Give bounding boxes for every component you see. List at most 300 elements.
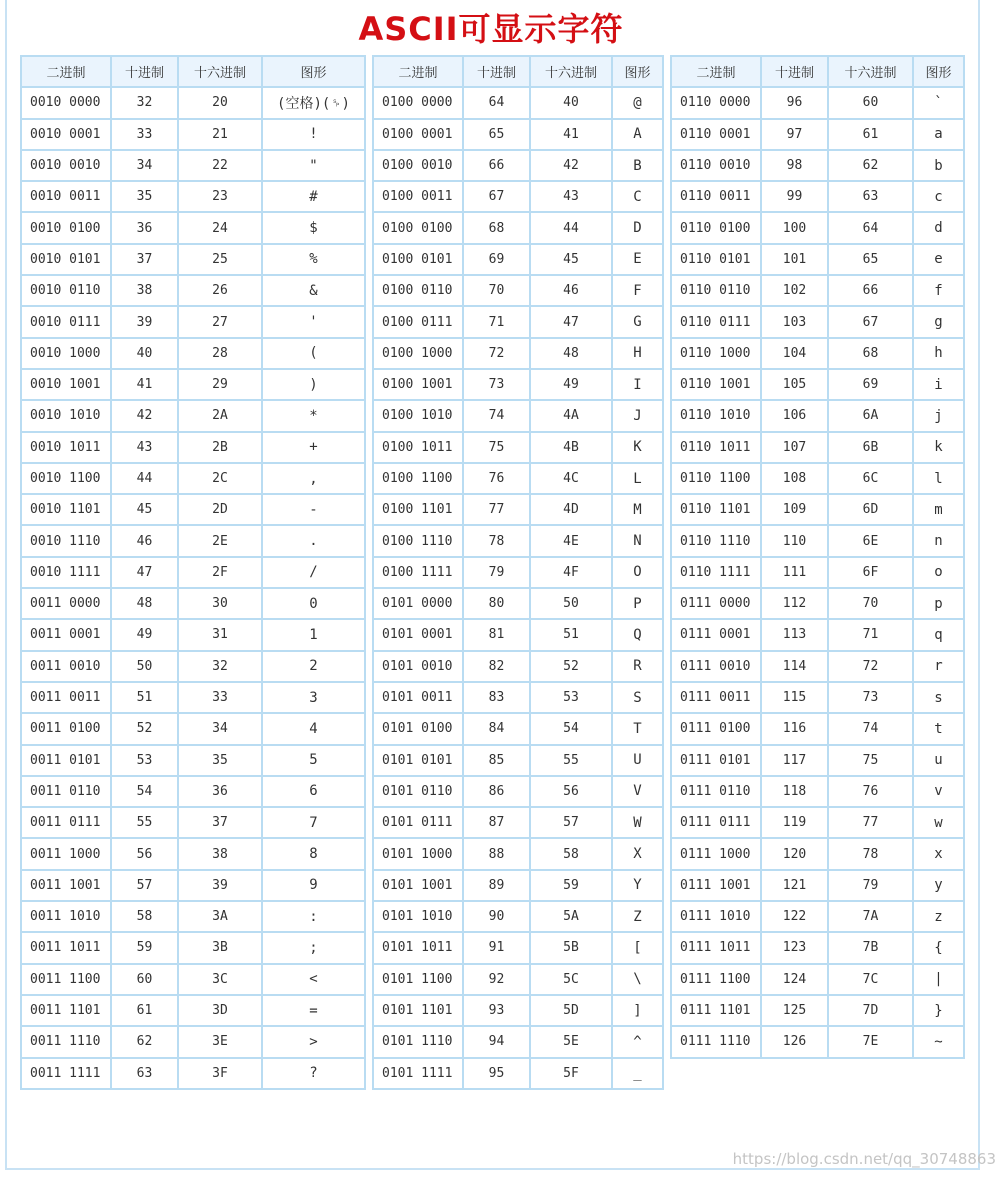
decimal-cell: 97 [761, 119, 828, 150]
hex-cell: 49 [530, 369, 612, 400]
glyph-cell: o [913, 557, 964, 588]
glyph-cell: A [612, 119, 663, 150]
decimal-cell: 86 [463, 776, 530, 807]
decimal-cell: 48 [111, 588, 178, 619]
binary-cell: 0010 1011 [21, 432, 111, 463]
binary-cell: 0010 0011 [21, 181, 111, 212]
glyph-cell: = [262, 995, 365, 1026]
hex-cell: 52 [530, 651, 612, 682]
decimal-cell: 80 [463, 588, 530, 619]
hex-cell: 2C [178, 463, 262, 494]
glyph-cell: ? [262, 1058, 365, 1089]
binary-cell: 0110 1110 [671, 525, 761, 556]
table-row [21, 619, 365, 650]
decimal-cell: 37 [111, 244, 178, 275]
decimal-cell: 43 [111, 432, 178, 463]
table-row [373, 119, 663, 150]
glyph-cell: E [612, 244, 663, 275]
table-row [373, 244, 663, 275]
table-row [21, 901, 365, 932]
table-row [21, 776, 365, 807]
glyph-cell: r [913, 651, 964, 682]
decimal-cell: 77 [463, 494, 530, 525]
header-hex: 十六进制 [530, 56, 612, 87]
binary-cell: 0110 0110 [671, 275, 761, 306]
hex-cell: 33 [178, 682, 262, 713]
hex-cell: 5E [530, 1026, 612, 1057]
watermark: https://blog.csdn.net/qq_30748863 [732, 1150, 996, 1168]
decimal-cell: 62 [111, 1026, 178, 1057]
binary-cell: 0100 1101 [373, 494, 463, 525]
table-header-row [671, 56, 964, 87]
glyph-cell: ' [262, 306, 365, 337]
decimal-cell: 88 [463, 838, 530, 869]
glyph-cell: d [913, 212, 964, 243]
decimal-cell: 73 [463, 369, 530, 400]
decimal-cell: 110 [761, 525, 828, 556]
binary-cell: 0100 0111 [373, 306, 463, 337]
binary-cell: 0101 0000 [373, 588, 463, 619]
hex-cell: 5F [530, 1058, 612, 1089]
binary-cell: 0100 0010 [373, 150, 463, 181]
table-row [21, 682, 365, 713]
decimal-cell: 38 [111, 275, 178, 306]
decimal-cell: 41 [111, 369, 178, 400]
hex-cell: 5A [530, 901, 612, 932]
glyph-cell: [ [612, 932, 663, 963]
table-row [671, 432, 964, 463]
table-row [21, 1058, 365, 1089]
glyph-cell: H [612, 338, 663, 369]
glyph-cell: " [262, 150, 365, 181]
ascii-table-2 [372, 55, 664, 1090]
glyph-cell: 5 [262, 745, 365, 776]
glyph-cell: 8 [262, 838, 365, 869]
binary-cell: 0101 1011 [373, 932, 463, 963]
glyph-cell: | [913, 964, 964, 995]
table-row [373, 494, 663, 525]
binary-cell: 0111 1100 [671, 964, 761, 995]
hex-cell: 51 [530, 619, 612, 650]
glyph-cell: N [612, 525, 663, 556]
hex-cell: 4A [530, 400, 612, 431]
decimal-cell: 108 [761, 463, 828, 494]
table-row [373, 432, 663, 463]
header-binary: 二进制 [21, 56, 111, 87]
table-row [671, 619, 964, 650]
hex-cell: 2A [178, 400, 262, 431]
hex-cell: 63 [828, 181, 913, 212]
binary-cell: 0010 0001 [21, 119, 111, 150]
header-hex: 十六进制 [178, 56, 262, 87]
binary-cell: 0101 0101 [373, 745, 463, 776]
glyph-cell: s [913, 682, 964, 713]
glyph-cell: - [262, 494, 365, 525]
binary-cell: 0101 1110 [373, 1026, 463, 1057]
table-row [21, 463, 365, 494]
hex-cell: 27 [178, 306, 262, 337]
binary-cell: 0011 1110 [21, 1026, 111, 1057]
decimal-cell: 56 [111, 838, 178, 869]
glyph-cell: 4 [262, 713, 365, 744]
hex-cell: 4B [530, 432, 612, 463]
glyph-cell: 9 [262, 870, 365, 901]
table-row [21, 244, 365, 275]
hex-cell: 23 [178, 181, 262, 212]
hex-cell: 3D [178, 995, 262, 1026]
binary-cell: 0010 0101 [21, 244, 111, 275]
table-row [21, 745, 365, 776]
glyph-cell: T [612, 713, 663, 744]
table-row [373, 682, 663, 713]
hex-cell: 73 [828, 682, 913, 713]
glyph-cell: { [913, 932, 964, 963]
glyph-cell: p [913, 588, 964, 619]
binary-cell: 0111 0110 [671, 776, 761, 807]
glyph-cell: (空格)(␠) [262, 87, 365, 118]
table-row [671, 244, 964, 275]
table-row [671, 807, 964, 838]
table-row [671, 181, 964, 212]
binary-cell: 0111 1000 [671, 838, 761, 869]
hex-cell: 55 [530, 745, 612, 776]
hex-cell: 7E [828, 1026, 913, 1057]
glyph-cell: 2 [262, 651, 365, 682]
table-row [373, 995, 663, 1026]
table-row [373, 588, 663, 619]
hex-cell: 68 [828, 338, 913, 369]
header-binary: 二进制 [671, 56, 761, 87]
glyph-cell: U [612, 745, 663, 776]
table-row [671, 369, 964, 400]
decimal-cell: 59 [111, 932, 178, 963]
binary-cell: 0101 0100 [373, 713, 463, 744]
glyph-cell: w [913, 807, 964, 838]
glyph-cell: : [262, 901, 365, 932]
hex-cell: 5B [530, 932, 612, 963]
table-row [21, 119, 365, 150]
hex-cell: 65 [828, 244, 913, 275]
decimal-cell: 100 [761, 212, 828, 243]
binary-cell: 0011 1000 [21, 838, 111, 869]
table-row [373, 870, 663, 901]
binary-cell: 0101 1010 [373, 901, 463, 932]
decimal-cell: 61 [111, 995, 178, 1026]
table-header-row [21, 56, 365, 87]
table-row [21, 338, 365, 369]
table-row [671, 150, 964, 181]
glyph-cell: K [612, 432, 663, 463]
binary-cell: 0010 0010 [21, 150, 111, 181]
decimal-cell: 78 [463, 525, 530, 556]
binary-cell: 0010 0111 [21, 306, 111, 337]
glyph-cell: L [612, 463, 663, 494]
table-row [373, 525, 663, 556]
decimal-cell: 82 [463, 651, 530, 682]
binary-cell: 0110 1010 [671, 400, 761, 431]
decimal-cell: 83 [463, 682, 530, 713]
hex-cell: 76 [828, 776, 913, 807]
binary-cell: 0110 1011 [671, 432, 761, 463]
decimal-cell: 35 [111, 181, 178, 212]
table-row [373, 463, 663, 494]
glyph-cell: C [612, 181, 663, 212]
hex-cell: 6C [828, 463, 913, 494]
decimal-cell: 115 [761, 682, 828, 713]
decimal-cell: 109 [761, 494, 828, 525]
decimal-cell: 84 [463, 713, 530, 744]
table-row [373, 1058, 663, 1089]
hex-cell: 71 [828, 619, 913, 650]
table-row [671, 338, 964, 369]
hex-cell: 6F [828, 557, 913, 588]
decimal-cell: 53 [111, 745, 178, 776]
decimal-cell: 40 [111, 338, 178, 369]
binary-cell: 0011 0111 [21, 807, 111, 838]
page-title: ASCII可显示字符 [358, 10, 624, 48]
binary-cell: 0010 1000 [21, 338, 111, 369]
binary-cell: 0110 1101 [671, 494, 761, 525]
glyph-cell: $ [262, 212, 365, 243]
glyph-cell: Y [612, 870, 663, 901]
decimal-cell: 42 [111, 400, 178, 431]
decimal-cell: 124 [761, 964, 828, 995]
decimal-cell: 96 [761, 87, 828, 118]
binary-cell: 0011 1101 [21, 995, 111, 1026]
hex-cell: 28 [178, 338, 262, 369]
table-row [373, 212, 663, 243]
glyph-cell: Z [612, 901, 663, 932]
glyph-cell: ~ [913, 1026, 964, 1057]
decimal-cell: 57 [111, 870, 178, 901]
table-row [373, 619, 663, 650]
hex-cell: 42 [530, 150, 612, 181]
decimal-cell: 34 [111, 150, 178, 181]
glyph-cell: G [612, 306, 663, 337]
table-row [373, 181, 663, 212]
binary-cell: 0101 0111 [373, 807, 463, 838]
table-row [671, 557, 964, 588]
binary-cell: 0100 1110 [373, 525, 463, 556]
decimal-cell: 98 [761, 150, 828, 181]
hex-cell: 75 [828, 745, 913, 776]
decimal-cell: 117 [761, 745, 828, 776]
table-row [21, 525, 365, 556]
header-glyph: 图形 [612, 56, 663, 87]
hex-cell: 39 [178, 870, 262, 901]
hex-cell: 78 [828, 838, 913, 869]
binary-cell: 0100 0001 [373, 119, 463, 150]
binary-cell: 0101 1100 [373, 964, 463, 995]
binary-cell: 0111 0000 [671, 588, 761, 619]
table-row [21, 494, 365, 525]
glyph-cell: ^ [612, 1026, 663, 1057]
decimal-cell: 126 [761, 1026, 828, 1057]
decimal-cell: 107 [761, 432, 828, 463]
decimal-cell: 47 [111, 557, 178, 588]
decimal-cell: 51 [111, 682, 178, 713]
hex-cell: 29 [178, 369, 262, 400]
table-row [21, 870, 365, 901]
decimal-cell: 66 [463, 150, 530, 181]
binary-cell: 0010 0110 [21, 275, 111, 306]
hex-cell: 24 [178, 212, 262, 243]
binary-cell: 0011 1100 [21, 964, 111, 995]
table-row [373, 776, 663, 807]
hex-cell: 5D [530, 995, 612, 1026]
hex-cell: 25 [178, 244, 262, 275]
glyph-cell: 7 [262, 807, 365, 838]
hex-cell: 61 [828, 119, 913, 150]
hex-cell: 46 [530, 275, 612, 306]
decimal-cell: 72 [463, 338, 530, 369]
hex-cell: 2D [178, 494, 262, 525]
decimal-cell: 39 [111, 306, 178, 337]
table-row [21, 1026, 365, 1057]
binary-cell: 0101 1001 [373, 870, 463, 901]
decimal-cell: 94 [463, 1026, 530, 1057]
decimal-cell: 64 [463, 87, 530, 118]
table-row [373, 557, 663, 588]
binary-cell: 0111 0100 [671, 713, 761, 744]
table-row [21, 275, 365, 306]
decimal-cell: 65 [463, 119, 530, 150]
hex-cell: 67 [828, 306, 913, 337]
table-row [671, 588, 964, 619]
glyph-cell: ( [262, 338, 365, 369]
table-row [671, 1026, 964, 1057]
table-row [373, 1026, 663, 1057]
hex-cell: 7A [828, 901, 913, 932]
glyph-cell: # [262, 181, 365, 212]
table-row [21, 651, 365, 682]
hex-cell: 2B [178, 432, 262, 463]
table-row [671, 275, 964, 306]
table-row [373, 932, 663, 963]
hex-cell: 44 [530, 212, 612, 243]
binary-cell: 0011 0000 [21, 588, 111, 619]
binary-cell: 0110 0001 [671, 119, 761, 150]
glyph-cell: W [612, 807, 663, 838]
hex-cell: 22 [178, 150, 262, 181]
binary-cell: 0101 0010 [373, 651, 463, 682]
binary-cell: 0011 0001 [21, 619, 111, 650]
table-row [21, 87, 365, 118]
table-row [373, 306, 663, 337]
glyph-cell: t [913, 713, 964, 744]
table-row [373, 369, 663, 400]
decimal-cell: 58 [111, 901, 178, 932]
table-row [671, 119, 964, 150]
decimal-cell: 111 [761, 557, 828, 588]
table-row [21, 807, 365, 838]
decimal-cell: 119 [761, 807, 828, 838]
binary-cell: 0010 1100 [21, 463, 111, 494]
binary-cell: 0010 1001 [21, 369, 111, 400]
decimal-cell: 45 [111, 494, 178, 525]
hex-cell: 20 [178, 87, 262, 118]
decimal-cell: 55 [111, 807, 178, 838]
table-row [373, 745, 663, 776]
glyph-cell: & [262, 275, 365, 306]
table-row [671, 400, 964, 431]
decimal-cell: 75 [463, 432, 530, 463]
glyph-cell: , [262, 463, 365, 494]
binary-cell: 0111 0111 [671, 807, 761, 838]
glyph-cell: 6 [262, 776, 365, 807]
table-row [671, 776, 964, 807]
table-row [21, 150, 365, 181]
glyph-cell: . [262, 525, 365, 556]
glyph-cell: F [612, 275, 663, 306]
decimal-cell: 95 [463, 1058, 530, 1089]
decimal-cell: 90 [463, 901, 530, 932]
glyph-cell: % [262, 244, 365, 275]
binary-cell: 0110 0101 [671, 244, 761, 275]
hex-cell: 62 [828, 150, 913, 181]
table-row [21, 995, 365, 1026]
binary-cell: 0100 0011 [373, 181, 463, 212]
glyph-cell: < [262, 964, 365, 995]
table-row [671, 901, 964, 932]
binary-cell: 0111 0011 [671, 682, 761, 713]
glyph-cell: ; [262, 932, 365, 963]
hex-cell: 56 [530, 776, 612, 807]
glyph-cell: c [913, 181, 964, 212]
glyph-cell: \ [612, 964, 663, 995]
ascii-table-3 [670, 55, 965, 1059]
hex-cell: 26 [178, 275, 262, 306]
table-row [21, 713, 365, 744]
glyph-cell: g [913, 306, 964, 337]
table-row [671, 494, 964, 525]
table-row [671, 713, 964, 744]
hex-cell: 47 [530, 306, 612, 337]
hex-cell: 70 [828, 588, 913, 619]
table-row [373, 651, 663, 682]
decimal-cell: 105 [761, 369, 828, 400]
glyph-cell: 1 [262, 619, 365, 650]
binary-cell: 0101 0001 [373, 619, 463, 650]
glyph-cell: I [612, 369, 663, 400]
hex-cell: 58 [530, 838, 612, 869]
decimal-cell: 49 [111, 619, 178, 650]
glyph-cell: / [262, 557, 365, 588]
decimal-cell: 122 [761, 901, 828, 932]
hex-cell: 77 [828, 807, 913, 838]
binary-cell: 0100 1100 [373, 463, 463, 494]
decimal-cell: 125 [761, 995, 828, 1026]
header-decimal: 十进制 [463, 56, 530, 87]
binary-cell: 0101 1000 [373, 838, 463, 869]
hex-cell: 64 [828, 212, 913, 243]
binary-cell: 0100 1010 [373, 400, 463, 431]
decimal-cell: 113 [761, 619, 828, 650]
binary-cell: 0111 0001 [671, 619, 761, 650]
hex-cell: 54 [530, 713, 612, 744]
binary-cell: 0110 1100 [671, 463, 761, 494]
table-row [373, 338, 663, 369]
hex-cell: 3C [178, 964, 262, 995]
glyph-cell: R [612, 651, 663, 682]
decimal-cell: 103 [761, 306, 828, 337]
hex-cell: 79 [828, 870, 913, 901]
binary-cell: 0100 0100 [373, 212, 463, 243]
binary-cell: 0100 0101 [373, 244, 463, 275]
hex-cell: 6E [828, 525, 913, 556]
table-row [21, 838, 365, 869]
glyph-cell: j [913, 400, 964, 431]
